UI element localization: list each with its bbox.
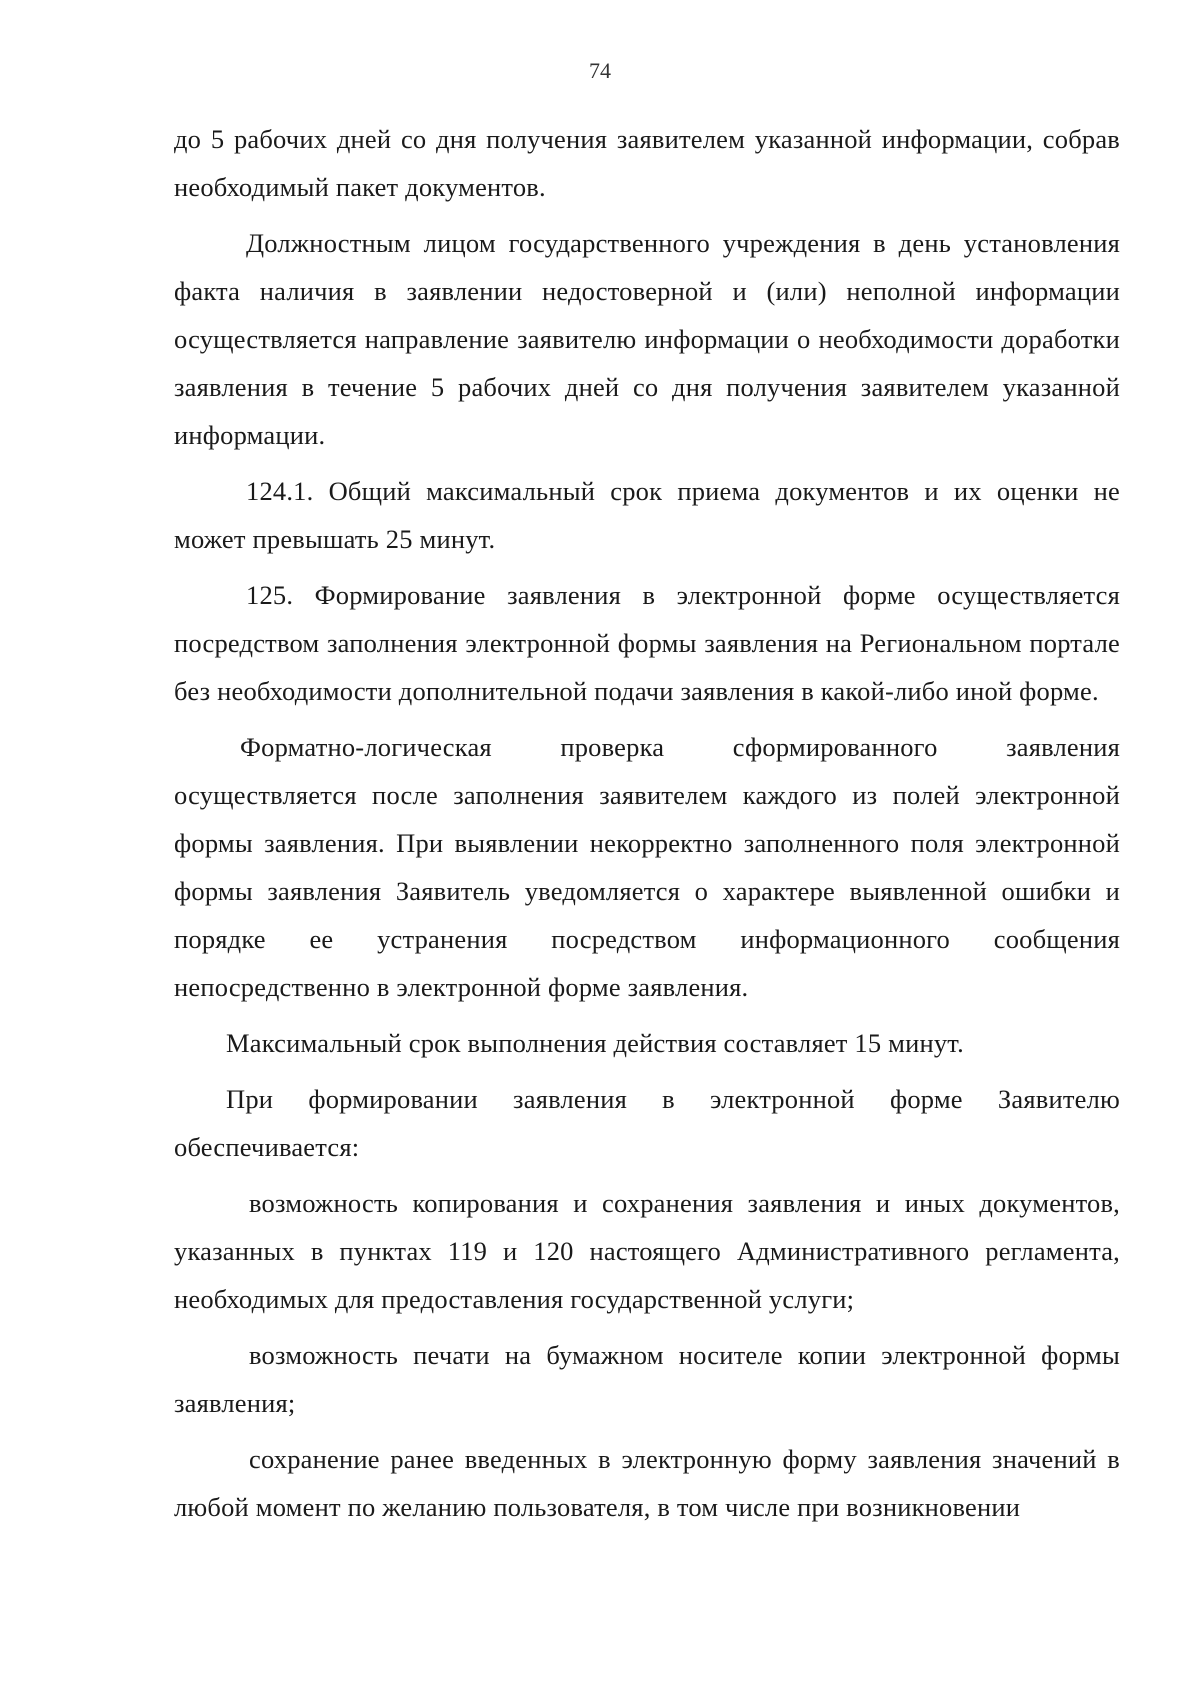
paragraph-format-check: Форматно-логическая проверка сформированного заявления осуществляется после заполнения заявителем каждого из полей электронной формы заявления. При выявлении некорректно заполненного поля электронной формы заявления Заявитель уведомляется о характере выявленной ошибки и порядке ее устранения посредством информационного сообщения непосредственно в электронной форме заявления. — [174, 732, 1120, 1002]
paragraph-max-term: Максимальный срок выполнения действия составляет 15 минут. — [226, 1028, 964, 1058]
paragraph-official-notice: Должностным лицом государственного учреждения в день установления факта наличия в заявлении недостоверной и (или) неполной информации осуществляется направление заявителю информации о необходимости доработки заявления в течение 5 рабочих дней со дня получения заявителем указанной информации. — [174, 228, 1120, 450]
page-number: 74 — [589, 58, 611, 83]
paragraph-124-1: 124.1. Общий максимальный срок приема документов и их оценки не может превышать 25 минут. — [174, 476, 1120, 554]
paragraph-125: 125. Формирование заявления в электронной форме осуществляется посредством заполнения электронной формы заявления на Региональном портале без необходимости дополнительной подачи заявления в какой-либо иной форме. — [174, 580, 1120, 706]
paragraph-applicant-provided: При формировании заявления в электронной форме Заявителю обеспечивается: — [174, 1084, 1120, 1162]
list-item-print: возможность печати на бумажном носителе копии электронной формы заявления; — [174, 1340, 1120, 1418]
document-body — [174, 115, 1120, 1531]
list-item-copy-save: возможность копирования и сохранения заявления и иных документов, указанных в пунктах 119 и 120 настоящего Административного регламента, необходимых для предоставления государственной услуги; — [174, 1188, 1120, 1314]
list-item-save-values: сохранение ранее введенных в электронную форму заявления значений в любой момент по желанию пользователя, в том числе при возникновении — [174, 1444, 1120, 1522]
paragraph-continuation: до 5 рабочих дней со дня получения заявителем указанной информации, собрав необходимый пакет документов. — [174, 124, 1120, 202]
